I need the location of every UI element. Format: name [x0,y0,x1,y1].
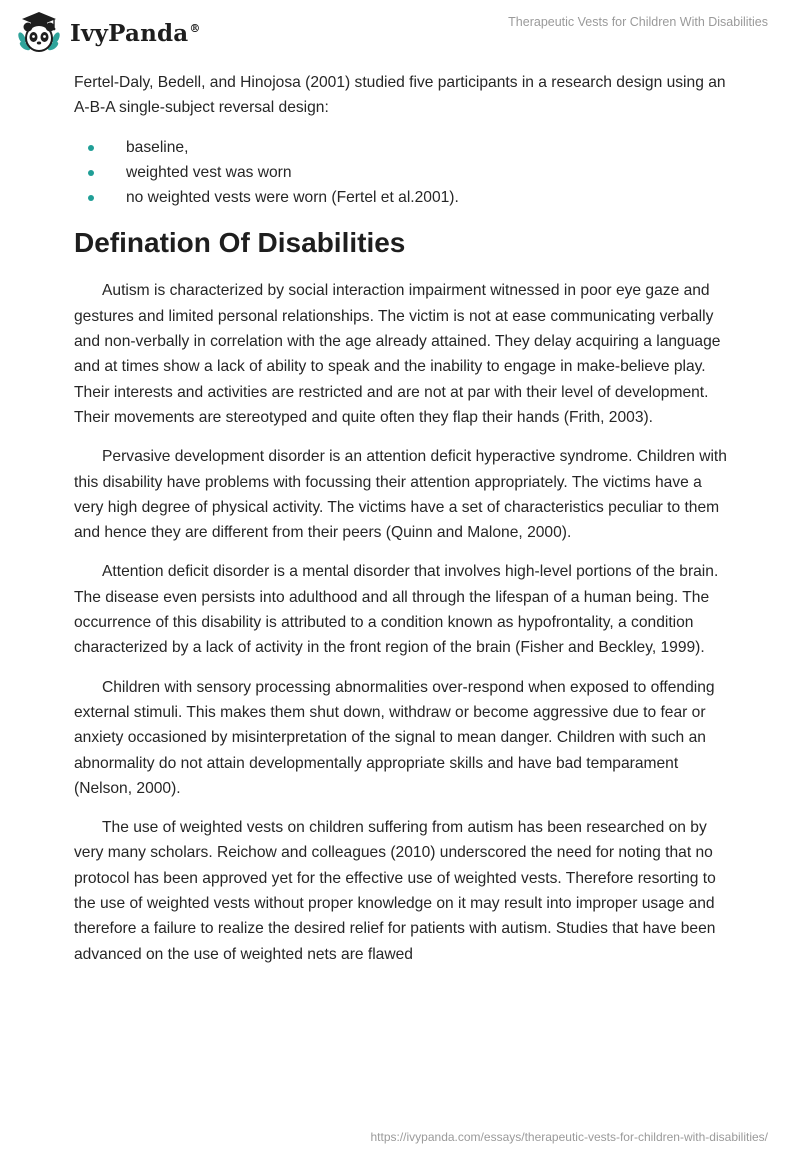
design-phases-list [74,135,734,211]
list-item-text: no weighted vests were worn (Fertel et al.2001). [126,189,459,207]
list-item [74,185,734,210]
logo-wordmark [70,20,201,47]
ivypanda-logo[interactable] [14,8,201,58]
logo-wordmark-text: IvyPanda [70,19,189,47]
paragraph-weighted-vests: The use of weighted vests on children suffering from autism has been researched on by very many scholars. Reichow and colleagues (2010) underscored the need for noting that no protocol has been approved yet for the effective use of weighted vests. Therefore resorting to the use of weighted vests without proper knowledge on it may result into improper usage and therefore a failure to realize the desired relief for patients with autism. Studies that have been advanced on the use of weighted nets are flawed [74,819,716,963]
list-item-text: baseline, [126,138,189,156]
source-url[interactable]: https://ivypanda.com/essays/therapeutic-vests-for-children-with-disabilities/ [370,1130,768,1144]
document-title: Therapeutic Vests for Children With Disabilities [508,15,768,29]
essay-content [74,70,734,981]
paragraph-pervasive-development: Pervasive development disorder is an attention deficit hyperactive syndrome. Children with this disability have problems with focussing their attention appropriately. The victims have a very high degree of physical activity. The victims have a set of characteristics peculiar to them and hence they are different from their peers (Quinn and Malone, 2000). [74,448,727,542]
registered-mark: ® [189,21,201,35]
list-item-text: weighted vest was worn [126,163,292,181]
bullet-icon [88,170,94,176]
paragraph-attention-deficit: Attention deficit disorder is a mental disorder that involves high-level portions of the brain. The disease even persists into adulthood and all through the lifespan of a human being. The occurrence of this disability is attributed to a condition known as hypofrontality, a condition characterized by a lack of activity in the front region of the brain (Fisher and Beckley, 1999). [74,563,719,657]
panda-graduate-icon [14,8,64,58]
paragraph-sensory-processing: Children with sensory processing abnormalities over-respond when exposed to offending external stimuli. This makes them shut down, withdraw or become aggressive due to fear or anxiety occasioned by misinterpretation of the signal to mean danger. Children with such an abnormality do not attain developmentally appropriate skills and have bad temparament (Nelson, 2000). [74,678,715,797]
list-item [74,135,734,160]
paragraph-autism: Autism is characterized by social interaction impairment witnessed in poor eye gaze and gestures and limited personal relationships. The victim is not at ease communicating verbally and non-verbally in correlation with the age already attained. They delay acquiring a language and at times show a lack of ability to speak and the inability to engage in make-believe play. Their interests and activities are restricted and are not at par with their level of development. Their movements are stereotyped and quite often they flap their hands (Frith, 2003). [74,282,721,426]
intro-paragraph: Fertel-Daly, Bedell, and Hinojosa (2001) studied five participants in a research design using an A-B-A single-subject reversal design: [74,74,726,117]
page-header [0,0,800,64]
bullet-icon [88,145,94,151]
section-heading: Defination Of Disabilities [74,227,406,259]
list-item [74,160,734,185]
bullet-icon [88,195,94,201]
